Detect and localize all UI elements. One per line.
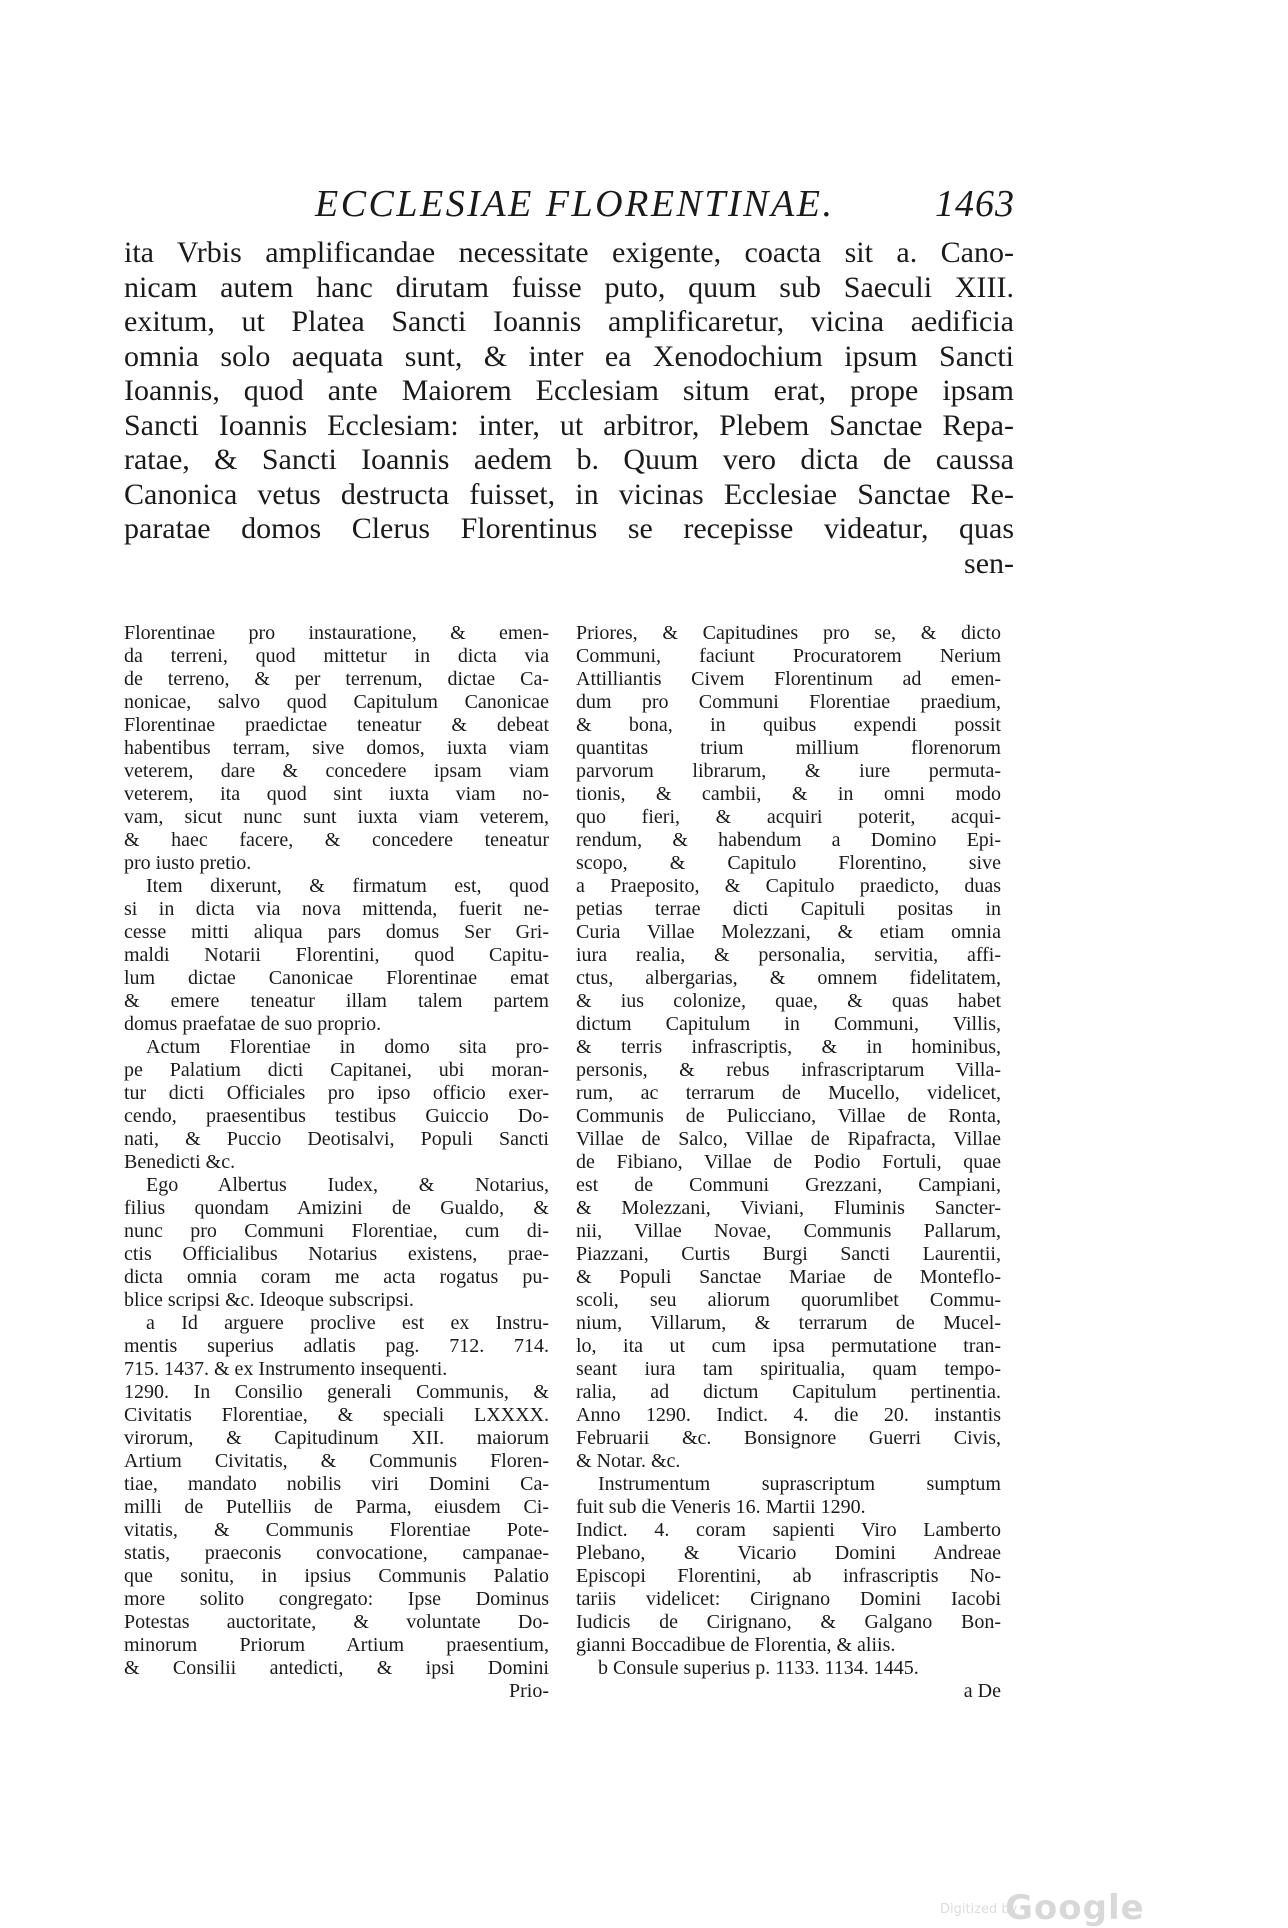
note-line: dicta omnia coram me acta rogatus pu-: [124, 1266, 549, 1288]
note-line: tiae, mandato nobilis viri Domini Ca-: [124, 1473, 549, 1495]
note-line: cendo, praesentibus testibus Guiccio Do-: [124, 1105, 549, 1127]
note-line: ctus, albergarias, & omnem fidelitatem,: [576, 967, 1001, 989]
note-line: & emere teneatur illam talem partem: [124, 990, 549, 1012]
note-line: Piazzani, Curtis Burgi Sancti Laurentii,: [576, 1243, 1001, 1265]
note-line: & bona, in quibus expendi possit: [576, 714, 1001, 736]
catchword: sen-: [964, 546, 1014, 580]
note-line: est de Communi Grezzani, Campiani,: [576, 1174, 1001, 1196]
note-line: tur dicti Officiales pro ipso officio exer-: [124, 1082, 549, 1104]
note-line: Artium Civitatis, & Communis Floren-: [124, 1450, 549, 1472]
main-text-line: exitum, ut Platea Sancti Ioannis amplificaretur, vicina aedificia: [124, 305, 1014, 338]
note-line: lum dictae Canonicae Florentinae emat: [124, 967, 549, 989]
note-line: Curia Villae Molezzani, & etiam omnia: [576, 921, 1001, 943]
note-line: seant iura tam spiritualia, quam tempo-: [576, 1358, 1001, 1380]
main-text-line: Sancti Ioannis Ecclesiam: inter, ut arbitror, Plebem Sanctae Repa-: [124, 408, 1014, 442]
note-line: dum pro Communi Florentiae praedium,: [576, 691, 1001, 713]
note-line: vitatis, & Communis Florentiae Pote-: [124, 1519, 549, 1541]
note-line: Ego Albertus Iudex, & Notarius,: [146, 1174, 549, 1196]
note-line: nati, & Puccio Deotisalvi, Populi Sancti: [124, 1128, 549, 1150]
main-text-line: Canonica vetus destructa fuisset, in vicinas Ecclesiae Sanctae Re-: [124, 477, 1014, 511]
note-line: Prio-: [509, 1680, 549, 1702]
note-line: de terreno, & per terrenum, dictae Ca-: [124, 668, 549, 690]
note-line: & Consilii antedicti, & ipsi Domini: [124, 1657, 549, 1679]
main-text-line: omnia solo aequata sunt, & inter ea Xenodochium ipsum Sancti: [124, 339, 1014, 373]
note-line: da terreni, quod mittetur in dicta via: [124, 645, 549, 667]
note-line: Attilliantis Civem Florentinum ad emen-: [576, 668, 1001, 690]
note-line: milli de Putelliis de Parma, eiusdem Ci-: [124, 1496, 549, 1518]
note-line: cesse mitti aliqua pars domus Ser Gri-: [124, 921, 549, 943]
note-line: nunc pro Communi Florentiae, cum di-: [124, 1220, 549, 1242]
note-line: 1290. In Consilio generali Communis, &: [124, 1381, 549, 1403]
note-line: a De: [963, 1680, 1001, 1702]
note-line: mentis superius adlatis pag. 712. 714.: [124, 1335, 549, 1357]
watermark-prefix: Digitized by: [940, 1902, 1018, 1917]
main-text-line: nicam autem hanc dirutam fuisse puto, quum sub Saeculi XIII.: [124, 270, 1014, 304]
note-line: Potestas auctoritate, & voluntate Do-: [124, 1611, 549, 1633]
note-line: ctis Officialibus Notarius existens, prae-: [124, 1243, 549, 1265]
note-line: gianni Boccadibue de Florentia, & aliis.: [576, 1634, 896, 1656]
note-line: more solito congregato: Ipse Dominus: [124, 1588, 549, 1610]
note-line: statis, praeconis convocatione, campanae-: [124, 1542, 549, 1564]
note-line: que sonitu, in ipsius Communis Palatio: [124, 1565, 549, 1587]
note-line: personis, & rebus infrascriptarum Villa-: [576, 1059, 1001, 1081]
note-line: petias terrae dicti Capituli positas in: [576, 898, 1001, 920]
note-line: Villae de Salco, Villae de Ripafracta, Villae: [576, 1128, 1001, 1150]
note-line: Plebano, & Vicario Domini Andreae: [576, 1542, 1001, 1564]
note-line: Instrumentum suprascriptum sumptum: [598, 1473, 1001, 1495]
note-line: Item dixerunt, & firmatum est, quod: [146, 875, 549, 897]
note-line: Iudicis de Cirignano, & Galgano Bon-: [576, 1611, 1001, 1633]
note-line: domus praefatae de suo proprio.: [124, 1013, 382, 1035]
note-line: lo, ita ut cum ipsa permutatione tran-: [576, 1335, 1001, 1357]
main-text-line: Ioannis, quod ante Maiorem Ecclesiam situm erat, prope ipsam: [124, 374, 1014, 407]
note-line: scoli, seu aliorum quorumlibet Commu-: [576, 1289, 1001, 1311]
note-line: Indict. 4. coram sapienti Viro Lamberto: [576, 1519, 1001, 1541]
note-line: Priores, & Capitudines pro se, & dicto: [576, 622, 1001, 644]
note-line: a Praeposito, & Capitulo praedicto, duas: [576, 875, 1001, 897]
note-line: nii, Villae Novae, Communis Pallarum,: [576, 1220, 1001, 1242]
note-line: vam, sicut nunc sunt iuxta viam veterem,: [124, 806, 549, 828]
note-line: & haec facere, & concedere teneatur: [124, 829, 549, 851]
note-line: a Id arguere proclive est ex Instru-: [146, 1312, 549, 1334]
running-title: ECCLESIAE FLORENTINAE.: [315, 183, 835, 225]
note-line: & ius colonize, quae, & quas habet: [576, 990, 1001, 1012]
page-number: 1463: [935, 183, 1015, 225]
note-line: tariis videlicet: Cirignano Domini Iacobi: [576, 1588, 1001, 1610]
note-line: nium, Villarum, & terrarum de Mucel-: [576, 1312, 1001, 1334]
note-line: Florentinae pro instauratione, & emen-: [124, 622, 549, 644]
note-line: habentibus terram, sive domos, iuxta viam: [124, 737, 549, 759]
main-text-line: paratae domos Clerus Florentinus se recepisse videatur, quas: [124, 512, 1014, 545]
note-line: nonicae, salvo quod Capitulum Canonicae: [124, 691, 549, 713]
note-line: veterem, dare & concedere ipsam viam: [124, 760, 549, 782]
note-line: maldi Notarii Florentini, quod Capitu-: [124, 944, 549, 966]
note-line: & Populi Sanctae Mariae de Monteflo-: [576, 1266, 1001, 1288]
running-head: [125, 182, 1015, 232]
note-line: Anno 1290. Indict. 4. die 20. instantis: [576, 1404, 1001, 1426]
note-line: quo fieri, & acquiri poterit, acqui-: [576, 806, 1001, 828]
note-line: iura realia, & personalia, servitia, affi-: [576, 944, 1001, 966]
note-line: Episcopi Florentini, ab infrascriptis No-: [576, 1565, 1001, 1587]
note-line: & Molezzani, Viviani, Fluminis Sancter-: [576, 1197, 1001, 1219]
note-line: tionis, & cambii, & in omni modo: [576, 783, 1001, 805]
note-line: fuit sub die Veneris 16. Martii 1290.: [576, 1496, 866, 1518]
note-line: minorum Priorum Artium praesentium,: [124, 1634, 549, 1656]
note-line: Communi, faciunt Procuratorem Nerium: [576, 645, 1001, 667]
note-line: scopo, & Capitulo Florentino, sive: [576, 852, 1001, 874]
note-line: filius quondam Amizini de Gualdo, &: [124, 1197, 549, 1219]
footnote-column-right: [576, 622, 1001, 1703]
main-text-line: ita Vrbis amplificandae necessitate exigente, coacta sit a. Cano-: [124, 236, 1014, 269]
note-line: virorum, & Capitudinum XII. maiorum: [124, 1427, 549, 1449]
note-line: b Consule superius p. 1133. 1134. 1445.: [598, 1657, 919, 1679]
main-text-line: ratae, & Sancti Ioannis aedem b. Quum vero dicta de caussa: [124, 443, 1014, 476]
note-line: si in dicta via nova mittenda, fuerit ne-: [124, 898, 549, 920]
note-line: dictum Capitulum in Communi, Villis,: [576, 1013, 1001, 1035]
google-watermark-logo: Google: [1005, 1888, 1145, 1928]
note-line: & terris infrascriptis, & in hominibus,: [576, 1036, 1001, 1058]
note-line: & Notar. &c.: [576, 1450, 681, 1472]
note-line: de Fibiano, Villae de Podio Fortuli, quae: [576, 1151, 1001, 1173]
note-line: 715. 1437. & ex Instrumento insequenti.: [124, 1358, 448, 1380]
note-line: Benedicti &c.: [124, 1151, 236, 1173]
note-line: ralia, ad dictum Capitulum pertinentia.: [576, 1381, 1001, 1403]
note-line: Actum Florentiae in domo sita pro-: [146, 1036, 549, 1058]
note-line: pe Palatium dicti Capitanei, ubi moran-: [124, 1059, 549, 1081]
note-line: Februarii &c. Bonsignore Guerri Civis,: [576, 1427, 1001, 1449]
main-text-block: [124, 236, 1014, 581]
note-line: quantitas trium millium florenorum: [576, 737, 1001, 759]
note-line: rendum, & habendum a Domino Epi-: [576, 829, 1001, 851]
footnote-column-left: [124, 622, 549, 1703]
note-line: Communis de Pulicciano, Villae de Ronta,: [576, 1105, 1001, 1127]
note-line: veterem, ita quod sint iuxta viam no-: [124, 783, 549, 805]
note-line: parvorum librarum, & iure permuta-: [576, 760, 1001, 782]
note-line: Florentinae praedictae teneatur & debeat: [124, 714, 549, 736]
note-line: blice scripsi &c. Ideoque subscripsi.: [124, 1289, 414, 1311]
note-line: pro iusto pretio.: [124, 852, 252, 874]
note-line: Civitatis Florentiae, & speciali LXXXX.: [124, 1404, 549, 1426]
note-line: rum, ac terrarum de Mucello, videlicet,: [576, 1082, 1001, 1104]
